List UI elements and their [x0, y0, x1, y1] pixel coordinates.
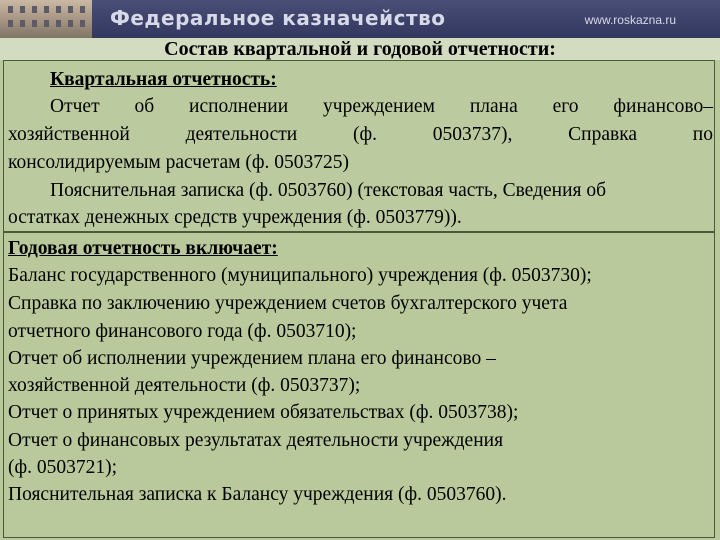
word: деятельности [185, 124, 298, 145]
word: плана [469, 96, 518, 117]
word: об [134, 96, 155, 117]
quarterly-item2-line1: Пояснительная записка (ф. 0503760) (текстовая часть, Сведения об [50, 180, 607, 201]
header-banner [0, 0, 720, 38]
word: учреждением [323, 96, 435, 117]
building-image [0, 0, 92, 38]
word: хозяйственной [8, 124, 130, 145]
word: исполнении [189, 96, 289, 117]
annual-line: Справка по заключению учреждением счетов бухгалтерского учета [8, 293, 568, 314]
word: 0503737), [432, 124, 513, 145]
word: по [692, 124, 713, 145]
quarterly-item1-line1 [50, 94, 713, 120]
website-url: www.roskazna.ru [584, 13, 676, 27]
quarterly-item1-line2 [8, 122, 713, 148]
annual-line: (ф. 0503721); [8, 457, 118, 478]
slide-title: Состав квартальной и годовой отчетности: [164, 38, 556, 60]
agency-name: Федеральное казначейство [110, 6, 446, 30]
annual-line: Отчет об исполнении учреждением плана его финансово – [8, 348, 496, 369]
annual-line: Пояснительная записка к Балансу учреждения (ф. 0503760). [8, 484, 507, 505]
word: Справка [568, 124, 638, 145]
word: (ф. [353, 124, 378, 145]
annual-line: хозяйственной деятельности (ф. 0503737); [8, 375, 361, 396]
quarterly-heading: Квартальная отчетность: [50, 69, 277, 90]
word: финансово– [613, 96, 713, 117]
word: Отчет [50, 96, 100, 117]
annual-line: отчетного финансового года (ф. 0503710); [8, 321, 357, 342]
annual-heading: Годовая отчетность включает: [8, 238, 278, 259]
word: его [552, 96, 579, 117]
annual-line: Отчет о принятых учреждением обязательствах (ф. 0503738); [8, 402, 519, 423]
annual-line: Баланс государственного (муниципального) учреждения (ф. 0503730); [8, 265, 592, 286]
quarterly-item1-line3: консолидируемым расчетам (ф. 0503725) [8, 152, 350, 173]
quarterly-item2-line2: остатках денежных средств учреждения (ф. 0503779)). [8, 207, 462, 228]
annual-line: Отчет о финансовых результатах деятельности учреждения [8, 430, 504, 451]
